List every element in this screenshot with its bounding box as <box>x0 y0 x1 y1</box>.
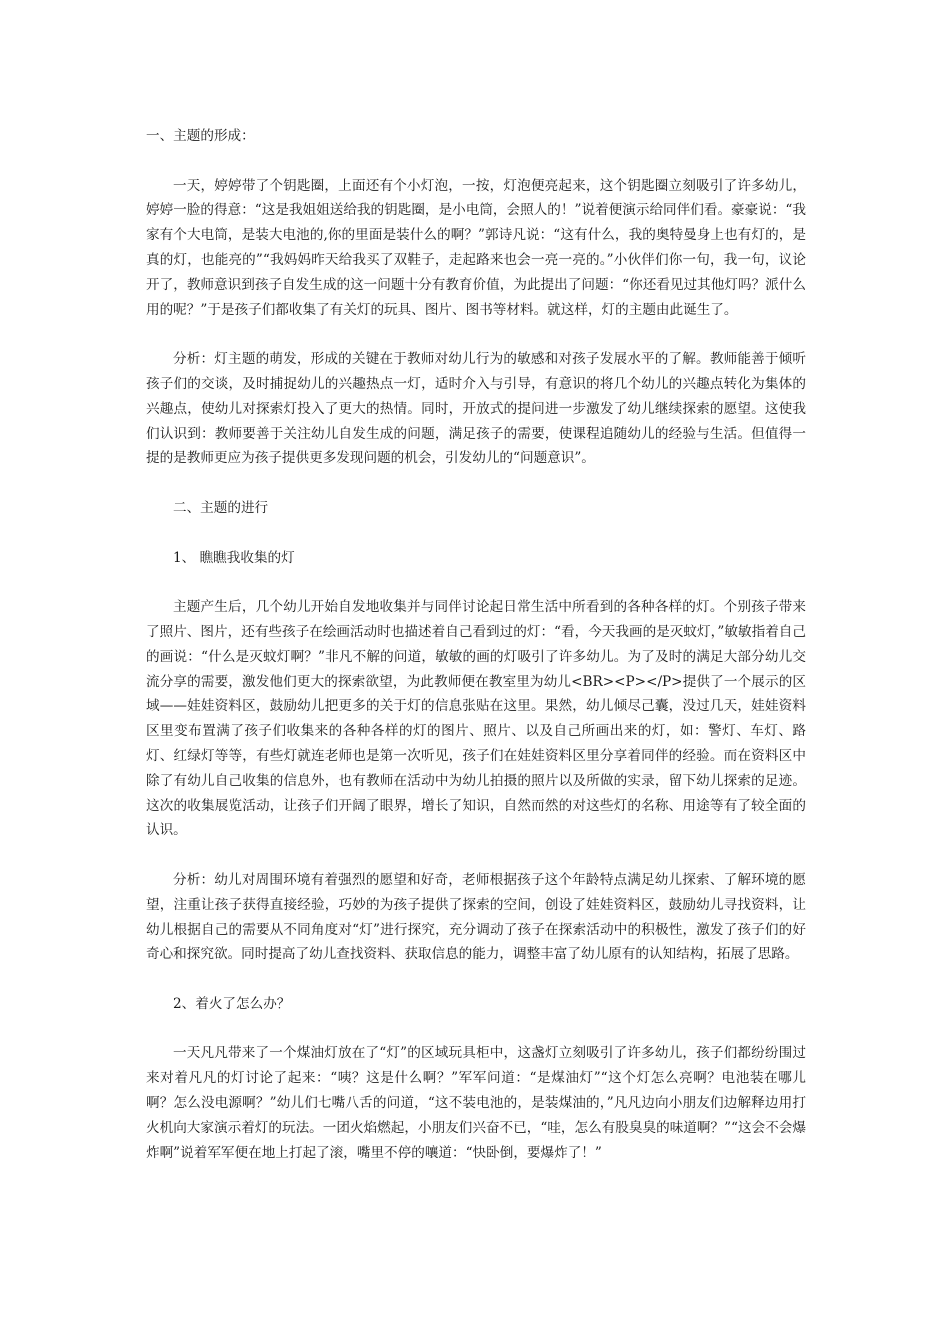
paragraph-analysis-1: 分析：灯主题的萌发，形成的关键在于教师对幼儿行为的敏感和对孩子发展水平的了解。教师能善于倾听孩子们的交谈，及时捕捉幼儿的兴趣热点一灯，适时介入与引导，有意识的将几个幼儿的兴趣点转化为集体的兴趣点，使幼儿对探索灯投入了更大的热情。同时，开放式的提问进一步激发了幼儿继续探索的愿望。这使我们认识到：教师要善于关注幼儿自发生成的问题，满足孩子的需要，使课程追随幼儿的经验与生活。但值得一提的是教师更应为孩子提供更多发现问题的机会，引发幼儿的“问题意识”。 <box>146 351 806 467</box>
section-heading-formation: 一、主题的形成： <box>146 128 255 144</box>
paragraph-keychain-story: 一天，婷婷带了个钥匙圈，上面还有个小灯泡，一按，灯泡便亮起来，这个钥匙圈立刻吸引了许多幼儿，婷婷一脸的得意：“这是我姐姐送给我的钥匙圈，是小电筒，会照人的！”说着便演示给同伴们看。豪豪说：“我家有个大电筒，是装大电池的,你的里面是装什么的啊？”郭诗凡说：“这有什么，我的奥特曼身上也有灯的，是真的灯，也能亮的”“我妈妈昨天给我买了双鞋子，走起路来也会一亮一亮的。”小伙伴们你一句，我一句，议论开了，教师意识到孩子自发生成的这一问题十分有教育价值，为此提出了问题：“你还看见过其他灯吗？派什么用的呢？”于是孩子们都收集了有关灯的玩具、图片、图书等材料。就这样，灯的主题由此诞生了。 <box>146 177 806 318</box>
subsection-heading-fire: 2、着火了怎么办？ <box>173 995 291 1012</box>
paragraph-oil-lamp: 一天凡凡带来了一个煤油灯放在了“灯”的区域玩具柜中，这盏灯立刻吸引了许多幼儿，孩子们都纷纷围过来对着凡凡的灯讨论了起来：“咦？这是什么啊？”军军问道：“是煤油灯”“这个灯怎么亮啊？电池装在哪儿啊？怎么没电源啊？”幼儿们七嘴八舌的问道，“这不装电池的，是装煤油的，”凡凡边向小朋友们边解释边用打火机向大家演示着灯的玩法。一团火焰燃起，小朋友们兴奋不已，“哇，怎么有股臭臭的味道啊？”“这会不会爆炸啊”说着军军便在地上打起了滚，嘴里不停的嚷道：“快卧倒，要爆炸了！” <box>146 1045 806 1161</box>
document-body <box>146 124 806 1190</box>
subsection-heading-collected-lamps: 1、 瞧瞧我收集的灯 <box>173 549 295 566</box>
paragraph-analysis-2: 分析：幼儿对周围环境有着强烈的愿望和好奇，老师根据孩子这个年龄特点满足幼儿探索、了解环境的愿望，注重让孩子获得直接经验，巧妙的为孩子提供了探索的空间，创设了娃娃资料区，鼓励幼儿寻找资料，让幼儿根据自己的需要从不同角度对“灯”进行探究，充分调动了孩子在探索活动中的积极性，激发了孩子们的好奇心和探究欲。同时提高了幼儿查找资料、获取信息的能力，调整丰富了幼儿原有的认知结构，拓展了思路。 <box>146 871 806 963</box>
section-heading-progress: 二、主题的进行 <box>173 499 269 516</box>
paragraph-collecting-lamps: 主题产生后，几个幼儿开始自发地收集并与同伴讨论起日常生活中所看到的各种各样的灯。个别孩子带来了照片、图片，还有些孩子在绘画活动时也描述着自己看到过的灯：“看，今天我画的是灭蚊灯，”敏敏指着自己的画说：“什么是灭蚊灯啊？”非凡不解的问道，敏敏的画的灯吸引了许多幼儿。为了及时的满足大部分幼儿交流分享的需要，激发他们更大的探索欲望，为此教师便在教室里为幼儿<BR><P></P>提供了一个展示的区域——娃娃资料区，鼓励幼儿把更多的关于灯的信息张贴在这里。果然，幼儿倾尽己囊，没过几天，娃娃资料区里变布置满了孩子们收集来的各种各样的灯的图片、照片、以及自己所画出来的灯，如：警灯、车灯、路灯、红绿灯等等，有些灯就连老师也是第一次听见，孩子们在娃娃资料区里分享着同伴的经验。而在资料区中除了有幼儿自己收集的信息外，也有教师在活动中为幼儿拍摄的照片以及所做的实录，留下幼儿探索的足迹。这次的收集展览活动，让孩子们开阔了眼界，增长了知识，自然而然的对这些灯的名称、用途等有了较全面的认识。 <box>146 599 806 839</box>
